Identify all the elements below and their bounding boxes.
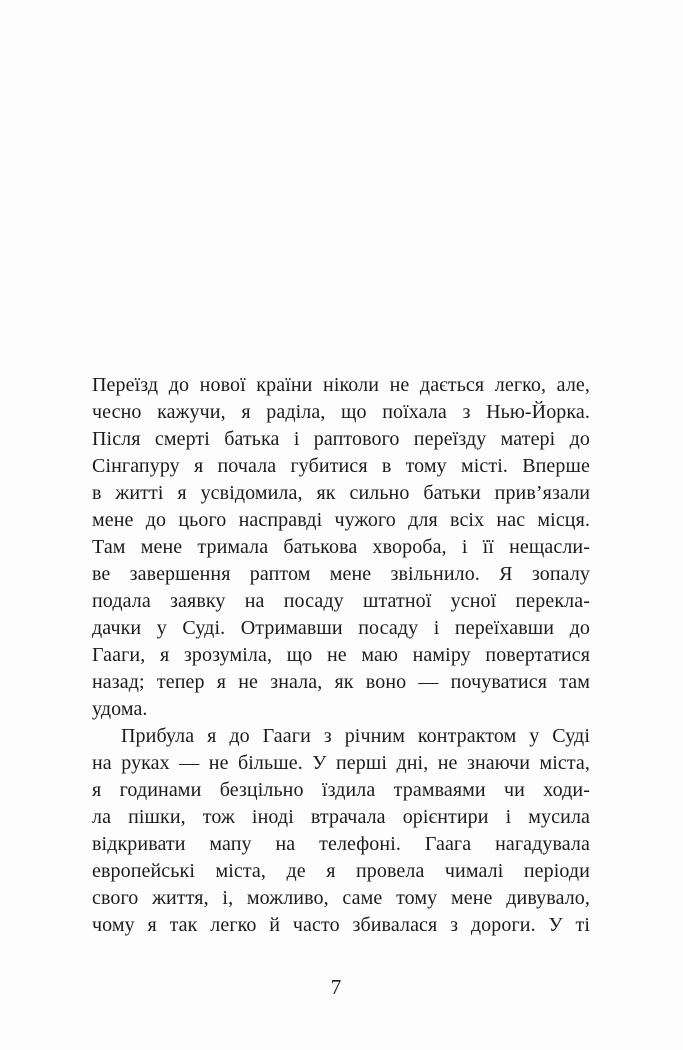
text-line: чесно кажучи, я раділа, що поїхала з Нью-Йорка. (92, 401, 590, 423)
text-line: европейські міста, де я провела чималі періоди (92, 860, 590, 882)
text-line: Гааги, я зрозуміла, що не маю наміру повертатися (92, 644, 590, 666)
text-block (92, 372, 590, 939)
text-line: на руках — не більше. У перші дні, не знаючи міста, (92, 752, 590, 774)
text-line: Після смерті батька і раптового переїзду матері до (92, 428, 590, 450)
page-number: 7 (330, 975, 342, 999)
text-line: Прибула я до Гааги з річним контрактом у Суді (121, 725, 590, 747)
text-line: дачки у Суді. Отримавши посаду і переїхавши до (92, 617, 590, 639)
text-line: подала заявку на посаду штатної усної перекла- (92, 590, 590, 612)
text-line: відкривати мапу на телефоні. Гаага нагадувала (92, 833, 590, 855)
text-line: Переїзд до нової країни ніколи не дається легко, але, (92, 374, 590, 396)
text-line: мене до цього насправді чужого для всіх нас місця. (92, 509, 590, 531)
text-line: назад; тепер я не знала, як воно — почуватися там (92, 671, 590, 693)
text-line: удома. (92, 698, 148, 720)
text-line: чому я так легко й часто збивалася з дороги. У ті (92, 914, 590, 936)
text-line: Там мене тримала батькова хвороба, і її нещасли- (92, 536, 590, 558)
text-line: я годинами безцільно їздила трамваями чи ходи- (92, 779, 590, 801)
text-line: ла пішки, тож іноді втрачала орієнтири і мусила (92, 806, 590, 828)
text-line: ве завершення раптом мене звільнило. Я зопалу (92, 563, 590, 585)
text-line: в житті я усвідомила, як сильно батьки прив’язали (92, 482, 590, 504)
text-line: свого життя, і, можливо, саме тому мене дивувало, (92, 887, 590, 909)
text-line: Сінгапуру я почала губитися в тому місті. Вперше (92, 455, 590, 477)
